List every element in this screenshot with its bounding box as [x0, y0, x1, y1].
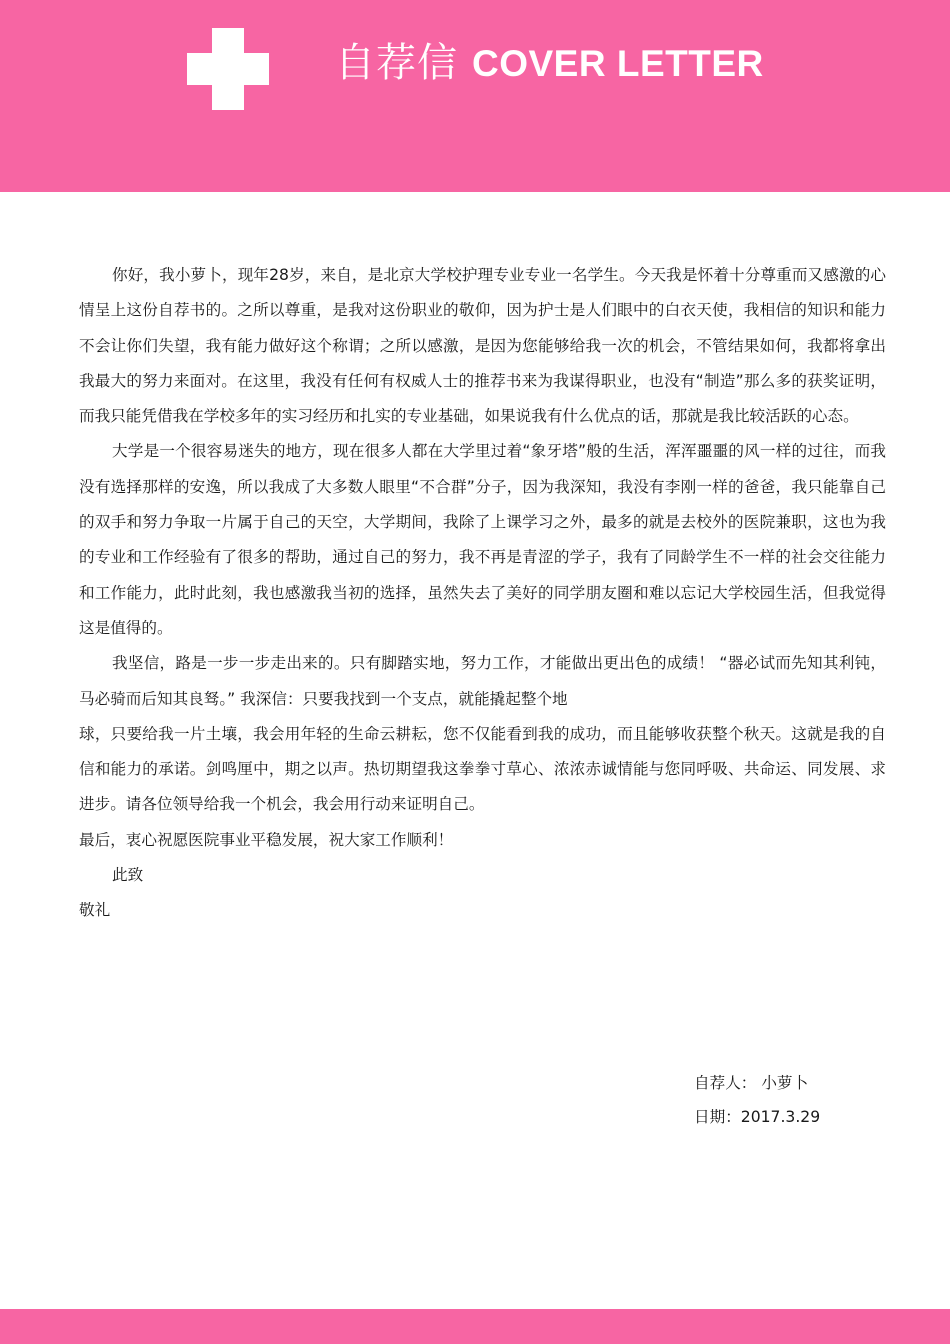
paragraph-belief: 我坚信，路是一步一步走出来的。只有脚踏实地，努力工作，才能做出更出色的成绩！ “器必试而先知其利钝，马必骑而后知其良驽。” 我深信：只要我找到一个支点，就能撬起整个地 [79, 654, 886, 708]
signature-block [694, 1066, 820, 1134]
footer-bar [0, 1309, 950, 1344]
title-english: COVER LETTER [472, 43, 764, 84]
paragraph-university: 大学是一个很容易迷失的地方，现在很多人都在大学里过着“象牙塔”般的生活，浑浑噩噩的风一样的过往，而我没有选择那样的安逸，所以我成了大多数人眼里“不合群”分子，因为我深知，我没有李刚一样的爸爸，我只能靠自己的双手和努力争取一片属于自己的天空，大学期间，我除了上课学习之外，最多的就是去校外的医院兼职，这也为我的专业和工作经验有了很多的帮助，通过自己的努力，我不再是青涩的学子，我有了同龄学生不一样的社会交往能力和工作能力，此时此刻，我也感激我当初的选择，虽然失去了美好的同学朋友圈和难以忘记大学校园生活，但我觉得这是值得的。 [79, 442, 886, 637]
paragraph-intro: 你好，我小萝卜，现年28岁，来自，是北京大学校护理专业专业一名学生。今天我是怀着十分尊重而又感激的心情呈上这份自荐书的。之所以尊重，是我对这份职业的敬仰，因为护士是人们眼中的白衣天使，我相信的知识和能力不会让你们失望，我有能力做好这个称谓；之所以感激，是因为您能够给我一次的机会，不管结果如何，我都将拿出我最大的努力来面对。在这里，我没有任何有权威人士的推荐书来为我谋得职业，也没有“制造”那么多的获奖证明，而我只能凭借我在学校多年的实习经历和扎实的专业基础，如果说我有什么优点的话，那就是我比较活跃的心态。 [79, 266, 886, 426]
header-banner [0, 0, 950, 192]
signer-line [694, 1066, 820, 1100]
signature-date: 日期：2017.3.29 [694, 1108, 821, 1126]
paragraph-belief-continued: 球，只要给我一片土壤，我会用年轻的生命云耕耘，您不仅能看到我的成功，而且能够收获整个秋天。这就是我的自信和能力的承诺。剑鸣厘中，期之以声。热切期望我这拳拳寸草心、浓浓赤诚情能与您同呼吸、共命运、同发展、求进步。请各位领导给我一个机会，我会用行动来证明自己。 [79, 724, 886, 814]
page-title [335, 38, 764, 96]
signer-name: 小萝卜 [761, 1074, 809, 1092]
closing-regards: 敬礼 [79, 901, 111, 920]
medical-cross-icon [187, 28, 269, 110]
closing-salutation: 此致 [112, 866, 144, 885]
title-chinese: 自荐信 [335, 40, 458, 86]
letter-body [79, 258, 886, 929]
signer-label: 自荐人： [694, 1074, 757, 1092]
paragraph-wishes: 最后，衷心祝愿医院事业平稳发展，祝大家工作顺利！ [79, 830, 454, 849]
